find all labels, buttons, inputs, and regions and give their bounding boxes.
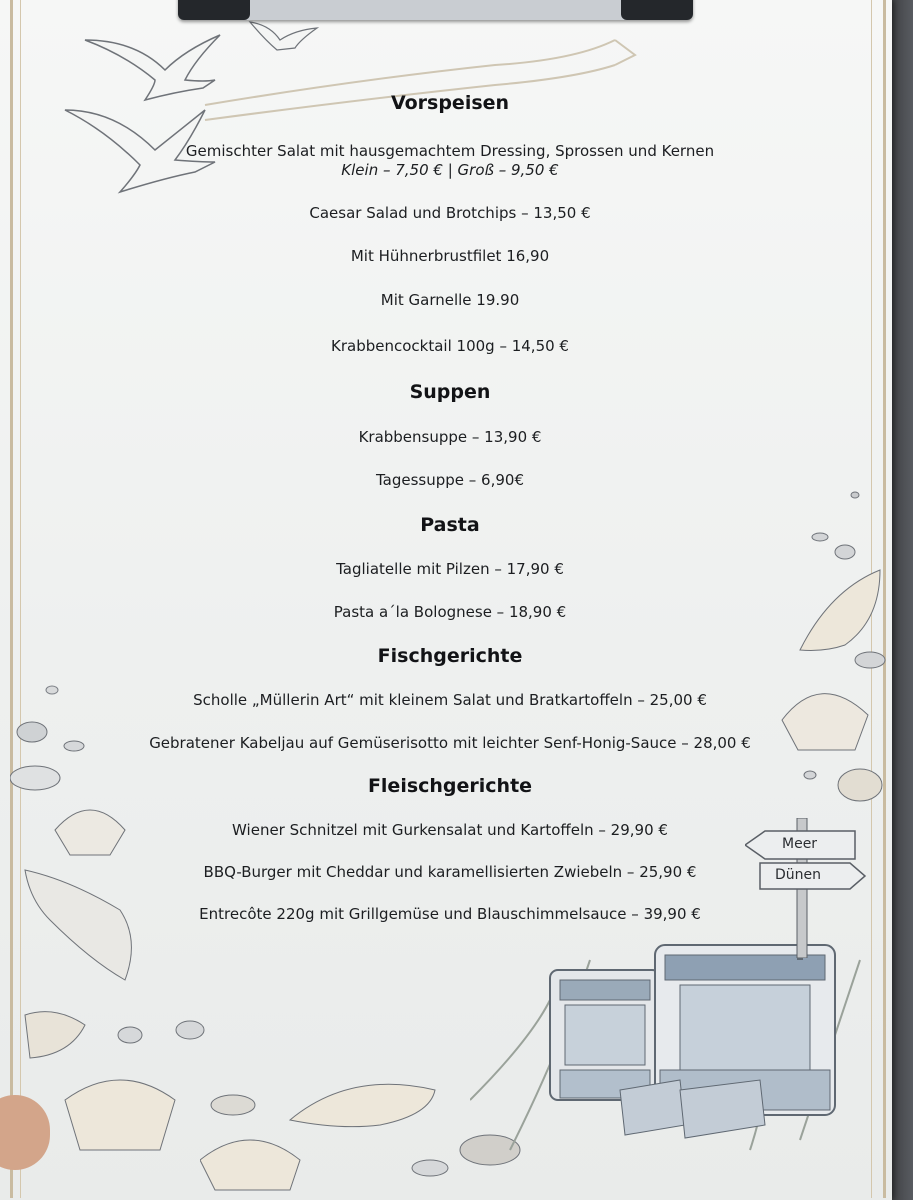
signpost-meer-label: Meer	[782, 836, 818, 852]
menu-item: Gebratener Kabeljau auf Gemüserisotto mit leichter Senf-Honig-Sauce – 28,00 €	[149, 734, 751, 752]
heading-fleischgerichte: Fleischgerichte	[367, 775, 533, 797]
heading-vorspeisen: Vorspeisen	[390, 92, 510, 114]
menu-item: Krabbensuppe – 13,90 €	[358, 428, 542, 446]
menu-item: Mit Hühnerbrustfilet 16,90	[350, 247, 550, 265]
menu-item: Wiener Schnitzel mit Gurkensalat und Kartoffeln – 29,90 €	[232, 821, 668, 839]
menu-item: Krabbencocktail 100g – 14,50 €	[331, 337, 569, 355]
clipboard-clip	[178, 0, 693, 20]
heading-fischgerichte: Fischgerichte	[377, 645, 523, 667]
signpost-duenen-label: Dünen	[775, 867, 822, 883]
menu-item: Mit Garnelle 19.90	[380, 291, 520, 309]
heading-suppen: Suppen	[409, 381, 491, 403]
menu-item: Tagliatelle mit Pilzen – 17,90 €	[336, 560, 564, 578]
menu-item: Caesar Salad und Brotchips – 13,50 €	[309, 204, 591, 222]
menu-item: Scholle „Müllerin Art“ mit kleinem Salat und Bratkartoffeln – 25,00 €	[193, 691, 707, 709]
heading-pasta: Pasta	[420, 514, 480, 536]
menu-item: Pasta a´la Bolognese – 18,90 €	[333, 603, 567, 621]
menu-item: Entrecôte 220g mit Grillgemüse und Blauschimmelsauce – 39,90 €	[199, 905, 701, 923]
menu-item: Gemischter Salat mit hausgemachtem Dressing, Sprossen und Kernen	[185, 142, 715, 160]
menu-item: Tagessuppe – 6,90€	[375, 471, 524, 489]
menu-item-price: Klein – 7,50 € | Groß – 9,50 €	[341, 161, 559, 179]
menu-item: BBQ-Burger mit Cheddar und karamellisierten Zwiebeln – 25,90 €	[203, 863, 697, 881]
